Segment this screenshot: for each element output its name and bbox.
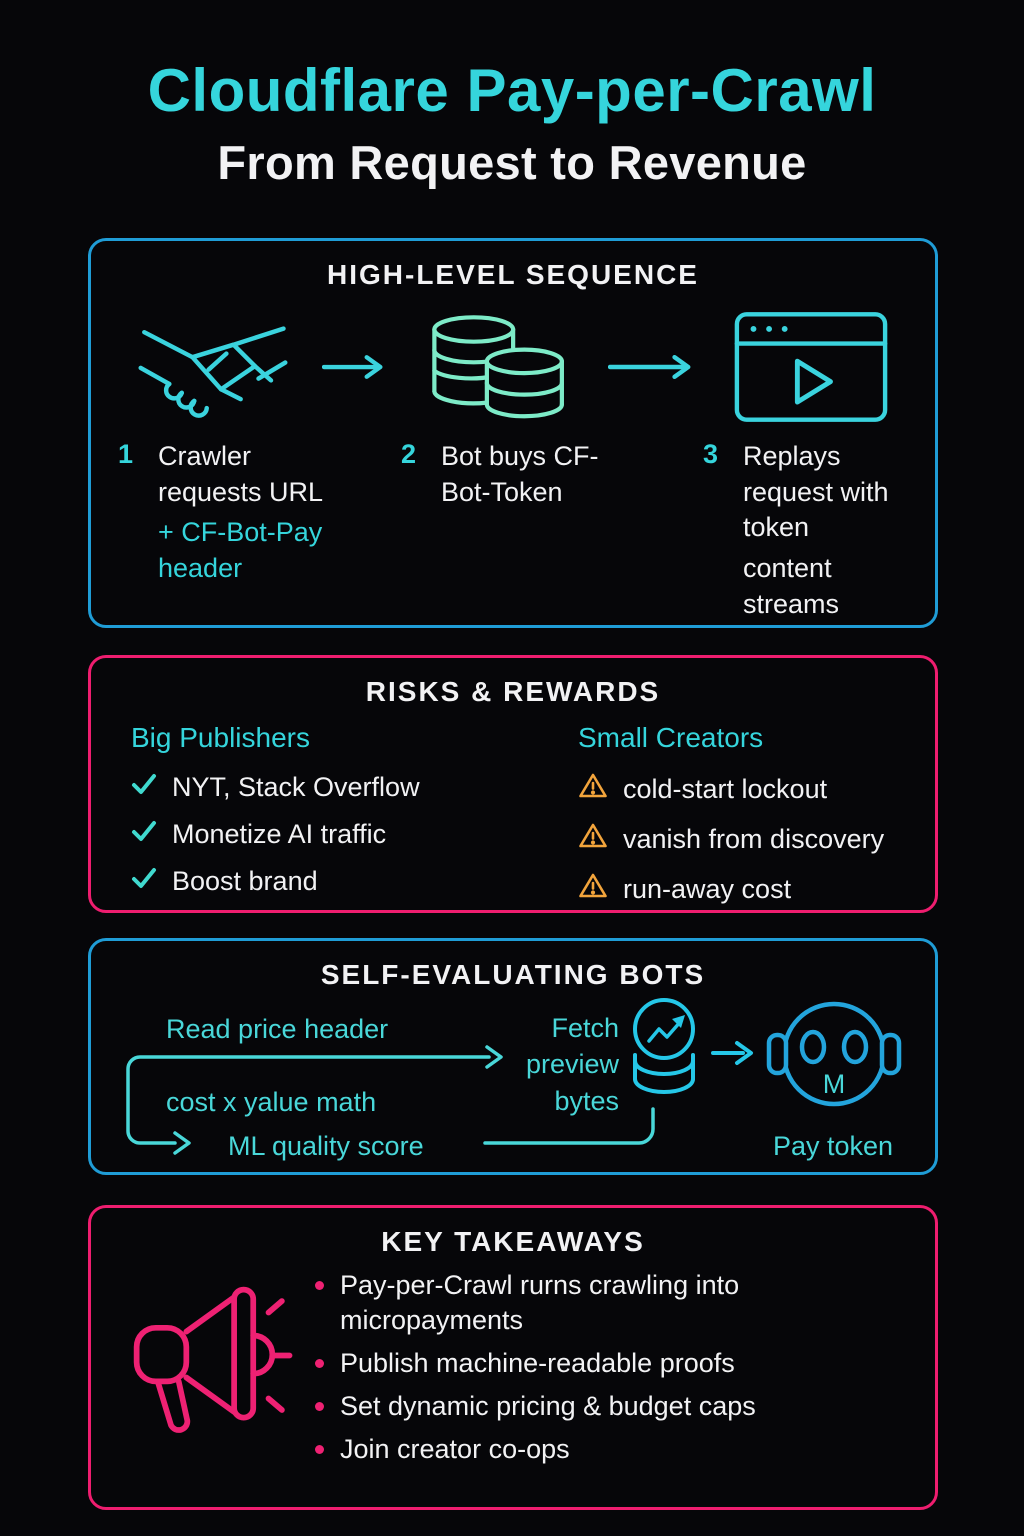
browser-play-icon: [733, 310, 889, 429]
risks-columns: [91, 722, 935, 922]
list-item: [315, 1346, 805, 1381]
step-subtext: + CF-Bot-Pay header: [158, 517, 323, 583]
step-number: 1: [118, 439, 134, 469]
check-icon: [131, 772, 157, 803]
list-item-label: cold-start lockout: [623, 773, 828, 804]
flow-label-fetch-1: Fetch: [551, 1013, 619, 1043]
section-self-evaluating-bots: [88, 938, 938, 1175]
list-item: [578, 822, 895, 856]
step-number: 2: [401, 439, 417, 469]
step-body: [441, 439, 631, 510]
bots-header: SELF-EVALUATING BOTS: [320, 959, 706, 990]
sequence-step-1: [118, 439, 401, 622]
step-text: Crawler requests URL: [158, 441, 324, 507]
warning-icon: [578, 872, 608, 906]
list-item: [315, 1268, 805, 1338]
section-high-level-sequence: [88, 238, 938, 628]
handshake-icon: [137, 309, 289, 430]
list-item: [131, 772, 578, 803]
takeaways-header: KEY TAKEAWAYS: [381, 1226, 645, 1257]
bullet-dot: [315, 1359, 324, 1368]
takeaways-row: [91, 1266, 935, 1475]
sequence-steps: [91, 439, 935, 622]
list-item-label: Pay-per-Crawl rurns crawling into micropayments: [340, 1270, 740, 1336]
flow-label-fetch-2: preview: [525, 1049, 619, 1079]
step-body: [743, 439, 935, 622]
sequence-step-2: [401, 439, 703, 622]
section-risks-rewards: [88, 655, 938, 913]
warning-icon: [578, 822, 608, 856]
list-item-label: Monetize AI traffic: [172, 819, 387, 849]
list-item-label: NYT, Stack Overflow: [172, 772, 420, 802]
list-item-label: Publish machine-readable proofs: [340, 1348, 735, 1379]
robot-icon: [769, 1004, 899, 1104]
list-item: [131, 819, 578, 850]
flow-label-ml-score: ML quality score: [228, 1131, 424, 1161]
list-item-label: Join creator co-ops: [340, 1434, 570, 1465]
column-title: Big Publishers: [131, 722, 310, 753]
warning-icon: [578, 772, 608, 806]
list-item-label: run-away cost: [623, 873, 792, 904]
step-number: 3: [703, 439, 719, 469]
risks-header: RISKS & REWARDS: [365, 676, 661, 707]
hero: [0, 56, 1024, 190]
megaphone-icon: [129, 1272, 301, 1475]
list-item: [315, 1389, 805, 1424]
sequence-icons-row: [91, 309, 935, 429]
list-item-label: Set dynamic pricing & budget caps: [340, 1391, 756, 1422]
bullet-dot: [315, 1445, 324, 1454]
list-item: [315, 1432, 805, 1467]
step-body: [158, 439, 348, 587]
takeaways-list: [315, 1268, 805, 1475]
big-publishers-column: [131, 722, 578, 922]
arrow-right-icon: [713, 1043, 751, 1063]
bullet-dot: [315, 1281, 324, 1290]
section-key-takeaways: [88, 1205, 938, 1510]
bots-flow-diagram: [91, 993, 935, 1171]
robot-mouth-label: M: [822, 1069, 846, 1099]
list-item: [578, 872, 895, 906]
list-item: [131, 866, 578, 897]
step-text: Bot buys CF-Bot-Token: [441, 441, 599, 507]
sequence-step-3: [703, 439, 935, 622]
step-subtext: content streams: [743, 552, 840, 619]
page-title: Cloudflare Pay-per-Crawl: [147, 57, 877, 124]
step-text: Replays request with token: [743, 441, 889, 543]
sequence-header: HIGH-LEVEL SEQUENCE: [327, 259, 699, 290]
arrow-right-icon: [322, 353, 392, 386]
coin-stack-icon: [425, 307, 575, 432]
flow-label-read-price: Read price header: [166, 1014, 389, 1044]
flow-label-pay-token: Pay token: [772, 1131, 894, 1161]
flow-label-cost-math: cost x yalue math: [166, 1087, 377, 1117]
flow-label-fetch-3: bytes: [554, 1086, 619, 1116]
arrow-right-icon: [608, 353, 700, 386]
bullet-dot: [315, 1402, 324, 1411]
trend-coin-icon: [635, 1000, 693, 1092]
check-icon: [131, 866, 157, 897]
list-item-label: Boost brand: [172, 866, 318, 896]
column-title: Small Creators: [578, 722, 764, 753]
page-subtitle: From Request to Revenue: [217, 136, 807, 189]
list-item: [578, 772, 895, 806]
list-item-label: vanish from discovery: [623, 823, 885, 854]
small-creators-column: [578, 722, 895, 922]
check-icon: [131, 819, 157, 850]
